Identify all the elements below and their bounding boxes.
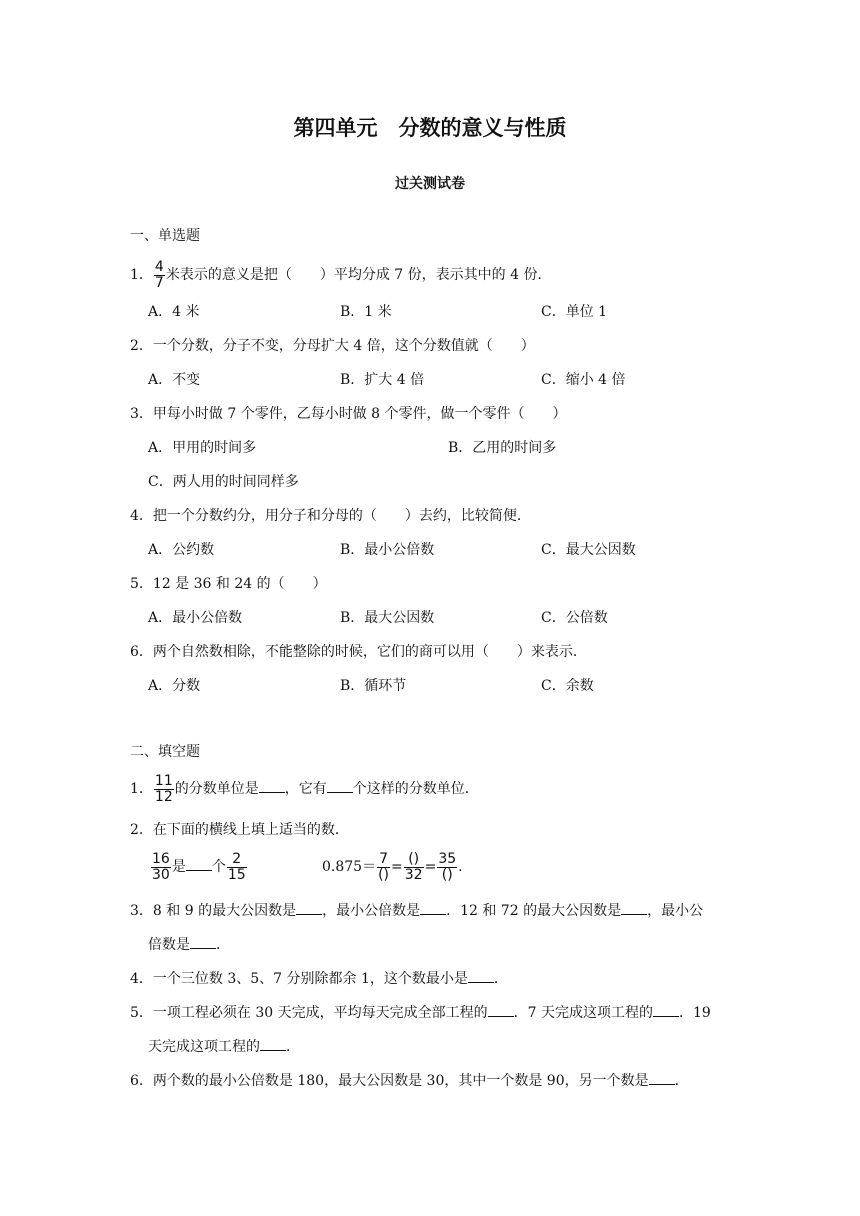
answer-blank[interactable] xyxy=(260,1036,286,1051)
question-number: 1． xyxy=(130,781,153,797)
fraction-35-blank[interactable]: $\frac{35}{()}$ xyxy=(438,850,457,883)
question-text: 甲每小时做 7 个零件，乙每小时做 8 个零件，做一个零件（ ） xyxy=(152,406,567,422)
text: 个 xyxy=(211,859,226,875)
page-title: 第四单元 分数的意义与性质 xyxy=(293,116,567,140)
question-text: ，它有 xyxy=(284,781,327,797)
option-b[interactable]: B．最小公倍数 xyxy=(340,542,435,558)
option-c[interactable]: C．单位 1 xyxy=(541,304,608,320)
question-text: 的分数单位是 xyxy=(174,781,259,797)
question-4 xyxy=(130,506,531,526)
answer-blank[interactable] xyxy=(420,900,446,915)
option-b[interactable]: B．1 米 xyxy=(340,304,392,320)
fraction-11-12: $\frac{11}{12}$ xyxy=(154,772,173,805)
fraction-7-blank[interactable]: $\frac{7}{()}$ xyxy=(378,850,390,883)
option-c[interactable]: C．两人用的时间同样多 xyxy=(148,474,299,490)
question-text: ．19 xyxy=(679,1005,711,1021)
answer-blank[interactable] xyxy=(296,900,322,915)
option-a[interactable]: A．分数 xyxy=(148,678,201,694)
question-text: ． xyxy=(493,971,508,987)
answer-blank[interactable] xyxy=(653,1002,679,1017)
question-text: ． xyxy=(286,1039,300,1055)
question-number: 4． xyxy=(130,971,153,987)
question-number: 6． xyxy=(130,1073,153,1089)
option-a[interactable]: A．公约数 xyxy=(148,542,215,558)
option-b[interactable]: B．最大公因数 xyxy=(340,610,435,626)
text: 是 xyxy=(171,859,186,875)
question-text: ，最小公倍数是 xyxy=(322,903,421,919)
question-text: ． xyxy=(674,1073,689,1089)
question-text: ．12 和 72 的最大公因数是 xyxy=(446,903,622,919)
answer-blank[interactable] xyxy=(186,856,212,871)
question-number: 5． xyxy=(130,576,153,592)
answer-blank[interactable] xyxy=(621,900,647,915)
question-number: 3． xyxy=(130,406,153,422)
question-text: 一个三位数 3、5、7 分别除都余 1，这个数最小是 xyxy=(152,971,468,987)
fraction-4-7: $\frac{4}{7}$ xyxy=(154,258,164,291)
fill-question-3 xyxy=(130,900,703,921)
option-c[interactable]: C．公倍数 xyxy=(541,610,608,626)
fill-question-2-right xyxy=(322,850,463,884)
option-a[interactable]: A．甲用的时间多 xyxy=(148,440,257,456)
question-text: 一项工程必须在 30 天完成，平均每天完成全部工程的 xyxy=(152,1005,488,1021)
question-text: ，最小公 xyxy=(647,903,704,919)
question-number: 3． xyxy=(130,903,153,919)
answer-blank[interactable] xyxy=(649,1070,675,1085)
answer-blank[interactable] xyxy=(259,778,285,793)
page-subtitle: 过关测试卷 xyxy=(395,176,465,192)
section-heading-single-choice: 一、单选题 xyxy=(130,228,200,244)
option-a[interactable]: A．最小公倍数 xyxy=(148,610,243,626)
equals-sign: = xyxy=(391,859,403,875)
question-text: ．7 天完成这项工程的 xyxy=(513,1005,653,1021)
fraction-16-30: $\frac{16}{30}$ xyxy=(152,850,170,883)
fill-question-5 xyxy=(130,1002,711,1023)
question-5 xyxy=(130,574,327,594)
question-text: 8 和 9 的最大公因数是 xyxy=(152,903,297,919)
question-text: 两个数的最小公倍数是 180，最大公因数是 30，其中一个数是 90，另一个数是 xyxy=(152,1073,649,1089)
answer-blank[interactable] xyxy=(488,1002,514,1017)
question-number: 6． xyxy=(130,644,153,660)
fill-question-6 xyxy=(130,1070,689,1091)
section-heading-fill-in: 二、填空题 xyxy=(130,744,200,760)
equals-sign: = xyxy=(424,859,437,875)
answer-blank[interactable] xyxy=(327,778,353,793)
option-b[interactable]: B．乙用的时间多 xyxy=(448,440,557,456)
question-text: 在下面的横线上填上适当的数． xyxy=(152,822,349,838)
answer-blank[interactable] xyxy=(190,934,216,949)
question-number: 5． xyxy=(130,1005,153,1021)
text: 0.875＝ xyxy=(322,859,377,875)
question-text: 两个自然数相除，不能整除的时候，它们的商可以用（ ）来表示． xyxy=(152,644,587,660)
question-1 xyxy=(130,258,551,292)
fill-question-2 xyxy=(130,820,349,840)
fill-question-5-cont xyxy=(148,1036,300,1057)
text: . xyxy=(458,859,463,875)
question-text: 天完成这项工程的 xyxy=(148,1039,260,1055)
question-3 xyxy=(130,404,567,424)
question-number: 4． xyxy=(130,508,153,524)
question-number: 2． xyxy=(130,822,153,838)
option-b[interactable]: B．循环节 xyxy=(340,678,407,694)
fill-question-3-cont xyxy=(148,934,230,955)
fill-question-2-left xyxy=(150,850,248,884)
option-b[interactable]: B．扩大 4 倍 xyxy=(340,372,425,388)
option-a[interactable]: A．不变 xyxy=(148,372,201,388)
question-text: 倍数是 xyxy=(148,937,190,953)
question-text: 个这样的分数单位． xyxy=(352,781,479,797)
question-number: 1． xyxy=(130,267,153,283)
question-text: 12 是 36 和 24 的（ ） xyxy=(152,576,327,592)
option-c[interactable]: C．缩小 4 倍 xyxy=(541,372,626,388)
option-a[interactable]: A．4 米 xyxy=(148,304,200,320)
question-text: 一个分数，分子不变，分母扩大 4 倍，这个分数值就（ ） xyxy=(152,338,535,354)
question-text: ． xyxy=(216,937,230,953)
question-text: 米表示的意义是把（ ）平均分成 7 份，表示其中的 4 份． xyxy=(165,267,552,283)
question-number: 2． xyxy=(130,338,153,354)
fill-question-4 xyxy=(130,968,508,989)
answer-blank[interactable] xyxy=(468,968,494,983)
question-2 xyxy=(130,336,535,356)
question-text: 把一个分数约分，用分子和分母的（ ）去约，比较简便． xyxy=(152,508,531,524)
fill-question-1 xyxy=(130,772,479,806)
fraction-2-15: $\frac{2}{15}$ xyxy=(227,850,246,883)
question-6 xyxy=(130,642,587,662)
option-c[interactable]: C．余数 xyxy=(541,678,594,694)
option-c[interactable]: C．最大公因数 xyxy=(541,542,636,558)
fraction-blank-32[interactable]: $\frac{()}{32}$ xyxy=(404,850,423,883)
